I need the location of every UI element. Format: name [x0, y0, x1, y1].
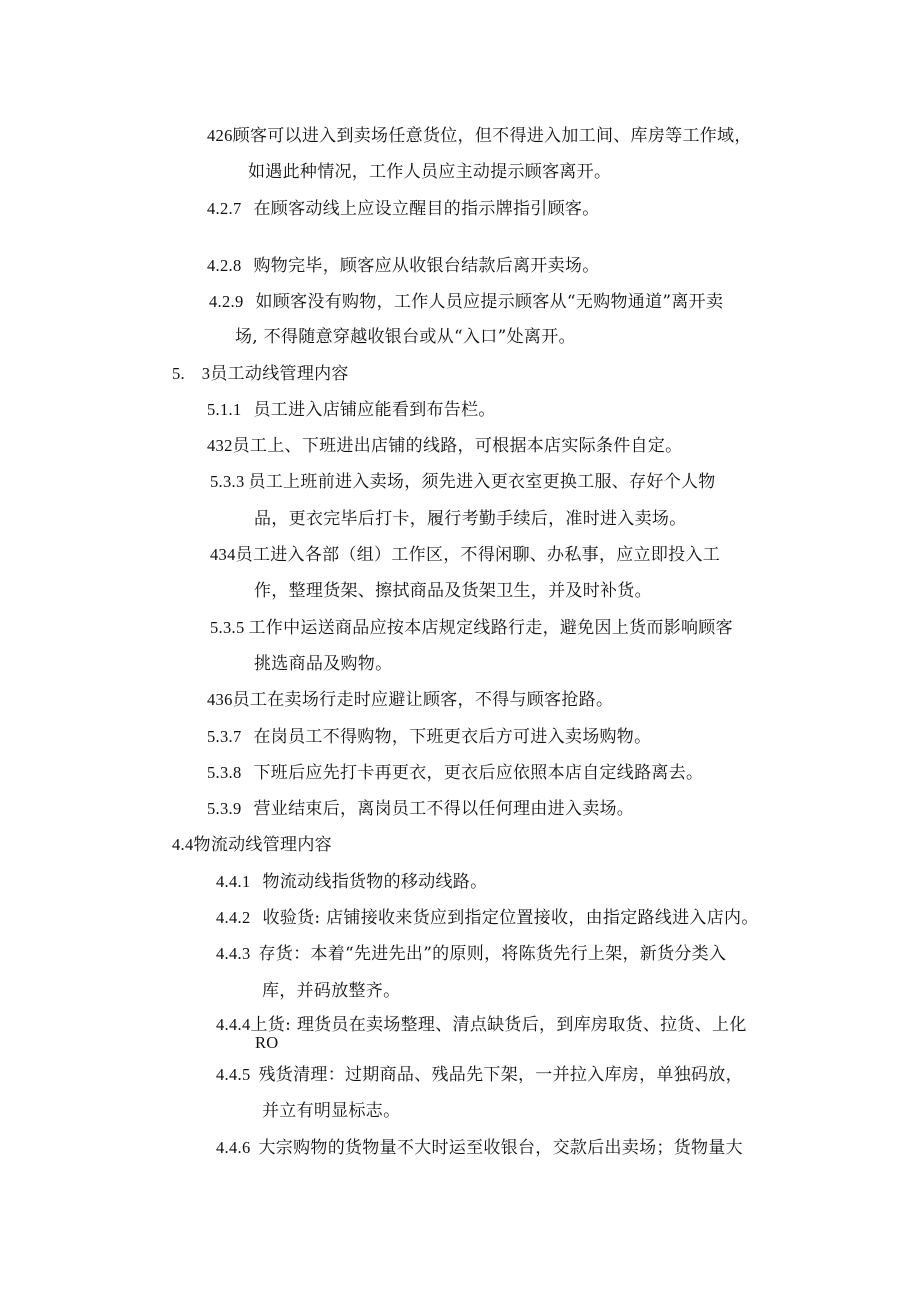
clause-5-3-5-cont: 挑选商品及购物。	[254, 654, 393, 674]
clause-5-3-7: 5.3.7 在岗员工不得购物，下班更衣后方可进入卖场购物。	[207, 727, 652, 747]
clause-5-3-9: 5.3.9 营业结束后，离岗员工不得以任何理由进入卖场。	[207, 799, 635, 819]
clause-4-4-4: 4.4.4上货: 理货员在卖场整理、清点缺货后，到库房取货、拉货、上化	[216, 1015, 747, 1035]
clause-5-3-4: 434员工进入各部（组）工作区，不得闲聊、办私事，应立即投入工	[210, 545, 721, 565]
section-5-3-heading: 5. 3员工动线管理内容	[172, 364, 349, 384]
clause-4-4-5-cont: 并立有明显标志。	[262, 1101, 401, 1121]
clause-5-3-3: 5.3.3 员工上班前进入卖场，须先进入更衣室更换工服、存好个人物	[210, 472, 716, 492]
clause-5-3-3-cont: 品，更衣完毕后打卡，履行考勤手续后，准时进入卖场。	[254, 509, 687, 529]
clause-5-3-5: 5.3.5 工作中运送商品应按本店规定线路行走，避免因上货而影响顾客	[210, 618, 733, 638]
clause-4-4-4-cont: RO	[255, 1033, 279, 1052]
clause-4-4-6: 4.4.6 大宗购物的货物量不大时运至收银台，交款后出卖场；货物量大	[216, 1138, 743, 1158]
clause-4-2-6-cont: 如遇此种情况，工作人员应主动提示顾客离开。	[248, 162, 612, 182]
clause-4-4-5: 4.4.5 残货清理：过期商品、残品先下架，一并拉入库房，单独码放，	[216, 1065, 743, 1085]
clause-4-2-9-cont: 场, 不得随意穿越收银台或从“入口”处离开。	[235, 327, 576, 347]
clause-4-2-6: 426顾客可以进入到卖场任意货位，但不得进入加工间、库房等工作域，	[207, 126, 752, 146]
clause-4-2-8: 4.2.8 购物完毕，顾客应从收银台结款后离开卖场。	[207, 256, 600, 276]
section-4-4-heading: 4.4物流动线管理内容	[172, 835, 332, 855]
clause-4-4-3: 4.4.3 存货：本着“先进先出”的原则，将陈货先行上架，新货分类入	[216, 944, 727, 964]
clause-4-2-9: 4.2.9 如顾客没有购物，工作人员应提示顾客从“无购物通道”离开卖	[209, 292, 724, 312]
clause-4-4-1: 4.4.1 物流动线指货物的移动线路。	[216, 872, 488, 892]
clause-5-3-8: 5.3.8 下班后应先打卡再更衣，更衣后应依照本店自定线路离去。	[207, 763, 704, 783]
clause-4-4-2: 4.4.2 收验货: 店铺接收来货应到指定位置接收，由指定路线进入店内。	[216, 908, 759, 928]
clause-5-3-6: 436员工在卖场行走时应避让顾客，不得与顾客抢路。	[207, 690, 614, 710]
clause-5-3-2: 432员工上、下班进出店铺的线路，可根据本店实际条件自定。	[207, 436, 683, 456]
clause-4-4-3-cont: 库，并码放整齐。	[262, 981, 401, 1001]
clause-5-3-4-cont: 作，整理货架、擦拭商品及货架卫生，并及时补货。	[254, 581, 652, 601]
clause-4-2-7: 4.2.7 在顾客动线上应设立醒目的指示牌指引顾客。	[207, 199, 600, 219]
clause-5-1-1: 5.1.1 员工进入店铺应能看到布告栏。	[207, 400, 496, 420]
